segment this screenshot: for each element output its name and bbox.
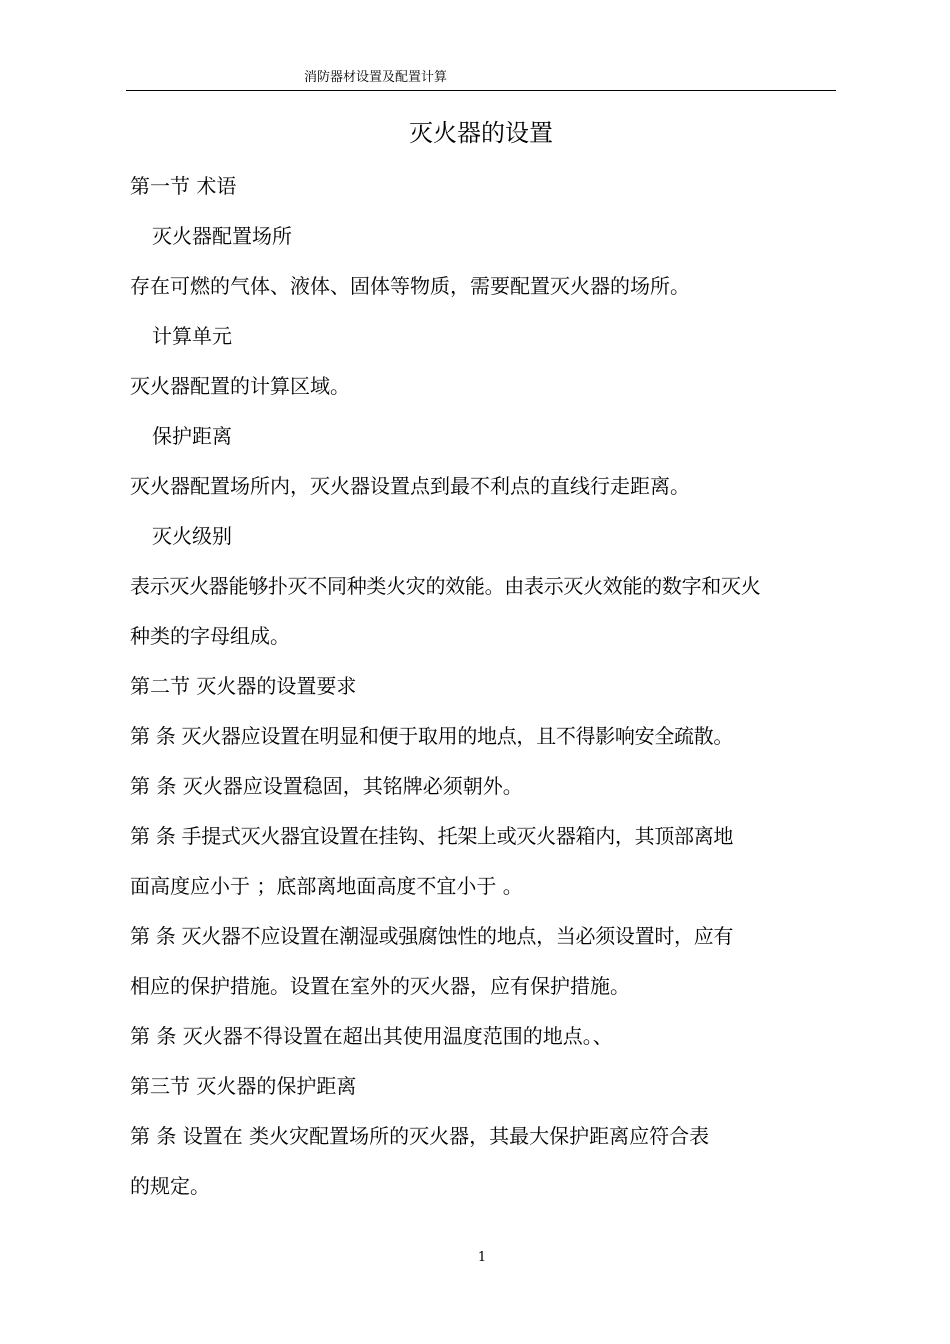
document-title: 灭火器的设置 xyxy=(409,119,553,147)
article-line: 第 条 设置在 类火灾配置场所的灭火器，其最大保护距离应符合表 xyxy=(130,1124,710,1148)
section-heading-2: 第二节 灭火器的设置要求 xyxy=(130,674,357,698)
term-definition-2: 灭火器配置的计算区域。 xyxy=(130,374,350,398)
article-line: 第 条 灭火器应设置稳固，其铭牌必须朝外。 xyxy=(130,774,523,798)
term-definition-4-line-2: 种类的字母组成。 xyxy=(130,624,290,648)
article-line: 第 条 手提式灭火器宜设置在挂钩、托架上或灭火器箱内，其顶部离地 xyxy=(130,824,734,848)
term-heading-2: 计算单元 xyxy=(152,324,232,348)
section-heading-1: 第一节 术语 xyxy=(130,174,237,198)
header-text: 消防器材设置及配置计算 xyxy=(304,70,448,85)
article-line: 第 条 灭火器不得设置在超出其使用温度范围的地点。、 xyxy=(130,1024,613,1048)
article-line: 的规定。 xyxy=(130,1174,210,1198)
article-line: 面高度应小于 ；底部离地面高度不宜小于 。 xyxy=(130,874,523,898)
term-definition-1: 存在可燃的气体、液体、固体等物质，需要配置灭火器的场所。 xyxy=(130,274,690,298)
term-heading-1: 灭火器配置场所 xyxy=(152,224,292,248)
article-line: 第 条 灭火器不应设置在潮湿或强腐蚀性的地点，当必须设置时，应有 xyxy=(130,924,734,948)
term-heading-3: 保护距离 xyxy=(152,424,232,448)
page-number: 1 xyxy=(477,1250,487,1265)
article-line: 第 条 灭火器应设置在明显和便于取用的地点，且不得影响安全疏散。 xyxy=(130,724,734,748)
section-heading-3: 第三节 灭火器的保护距离 xyxy=(130,1074,357,1098)
page-header xyxy=(126,70,836,91)
term-definition-3: 灭火器配置场所内，灭火器设置点到最不利点的直线行走距离。 xyxy=(130,474,690,498)
term-heading-4: 灭火级别 xyxy=(152,524,232,548)
term-definition-4-line-1: 表示灭火器能够扑灭不同种类火灾的效能。由表示灭火效能的数字和灭火 xyxy=(130,574,761,598)
article-line: 相应的保护措施。设置在室外的灭火器，应有保护措施。 xyxy=(130,974,630,998)
